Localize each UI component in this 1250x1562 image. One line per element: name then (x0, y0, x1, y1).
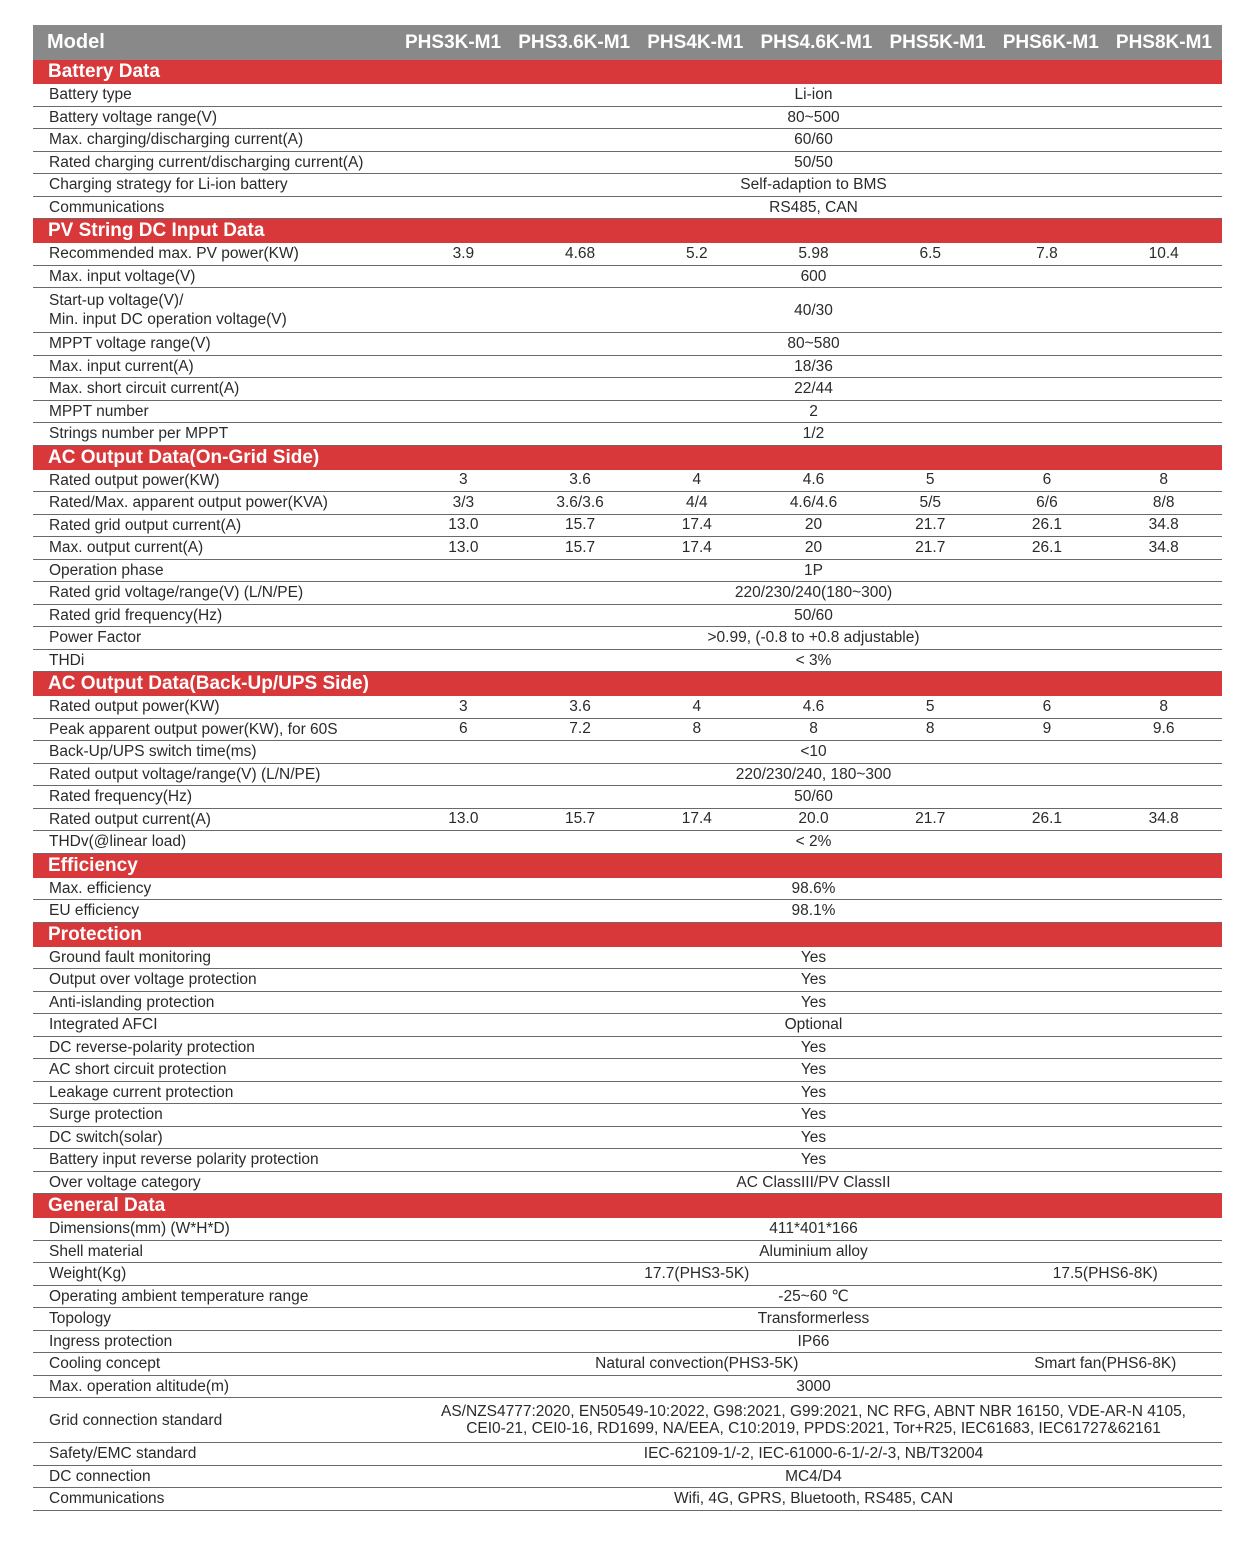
spec-value-cell: 34.8 (1148, 538, 1179, 556)
spec-value-cell: 3/3 (452, 493, 475, 511)
spec-row (33, 515, 1222, 538)
spec-label: Charging strategy for Li-ion battery (49, 176, 288, 194)
spec-label: Rated/Max. apparent output power(KVA) (49, 494, 328, 512)
spec-row (33, 174, 1222, 197)
spec-row (33, 1172, 1222, 1195)
spec-label: DC connection (49, 1467, 151, 1485)
spec-sections (33, 60, 1222, 1511)
spec-value-cell: 15.7 (564, 538, 596, 556)
spec-label: Shell material (49, 1242, 143, 1260)
spec-value: Self-adaption to BMS (740, 176, 887, 194)
model-header-row (33, 25, 1222, 60)
spec-row (33, 878, 1222, 901)
section-heading: Protection (33, 923, 1222, 947)
spec-row (33, 1488, 1222, 1511)
spec-value-cell: 26.1 (1031, 810, 1063, 828)
spec-value: Yes (800, 1151, 827, 1169)
spec-value-cell: 26.1 (1031, 516, 1063, 534)
spec-row (33, 152, 1222, 175)
spec-label: Max. short circuit current(A) (49, 380, 240, 398)
spec-value: 80~500 (787, 108, 840, 126)
spec-row (33, 537, 1222, 560)
spec-row (33, 764, 1222, 787)
spec-row (33, 1127, 1222, 1150)
spec-label: Over voltage category (49, 1173, 201, 1191)
spec-label: Weight(Kg) (49, 1265, 127, 1283)
spec-row (33, 1286, 1222, 1309)
spec-row (33, 1466, 1222, 1489)
spec-value-cell: 7.8 (1036, 244, 1058, 262)
spec-label: Back-Up/UPS switch time(ms) (49, 743, 257, 761)
spec-value-cell: 9 (1042, 720, 1052, 738)
spec-value: Yes (800, 1128, 827, 1146)
spec-value-cell: 17.4 (681, 810, 712, 828)
spec-row (33, 900, 1222, 923)
spec-row (33, 650, 1222, 673)
spec-value: 22/44 (794, 380, 833, 398)
spec-label: Cooling concept (49, 1355, 161, 1373)
model-name: PHS6K-M1 (1002, 31, 1099, 53)
spec-value: 50/60 (794, 606, 833, 624)
spec-row (33, 582, 1222, 605)
spec-row (33, 1398, 1222, 1443)
spec-row (33, 627, 1222, 650)
spec-value: 80~580 (787, 335, 840, 353)
spec-value: 50/50 (794, 153, 833, 171)
spec-value-cell: 17.5(PHS6-8K) (1052, 1264, 1158, 1282)
spec-label: MPPT number (49, 402, 149, 420)
spec-label: Battery type (49, 86, 132, 104)
spec-value-cell: 3.6 (569, 471, 591, 489)
spec-row (33, 969, 1222, 992)
spec-value-cell: 6 (459, 720, 468, 738)
spec-value: Yes (800, 1083, 827, 1101)
model-name: PHS8K-M1 (1115, 31, 1212, 53)
spec-label: Max. output current(A) (49, 539, 204, 557)
spec-row (33, 423, 1222, 446)
spec-label: Rated grid voltage/range(V) (L/N/PE) (49, 584, 304, 602)
spec-label: Strings number per MPPT (49, 425, 229, 443)
spec-label: Power Factor (49, 629, 142, 647)
spec-value: 1/2 (802, 425, 825, 443)
spec-value: Yes (800, 1061, 827, 1079)
spec-value: 60/60 (794, 131, 833, 149)
spec-row (33, 492, 1222, 515)
spec-value: 98.6% (791, 879, 836, 897)
spec-row (33, 741, 1222, 764)
spec-value-cell: 17.4 (681, 538, 712, 556)
spec-row (33, 1037, 1222, 1060)
spec-value-cell: 8 (692, 720, 702, 738)
spec-value-cell: 10.4 (1148, 244, 1179, 262)
spec-value-cell: 6.5 (919, 244, 942, 262)
spec-value-cell: 15.7 (564, 516, 596, 534)
spec-value-cell: 5.2 (686, 244, 708, 262)
spec-value-cell: 13.0 (448, 810, 479, 828)
spec-row (33, 243, 1222, 266)
spec-value-cell: 7.2 (569, 720, 591, 738)
spec-value: Transformerless (757, 1310, 870, 1328)
model-name: PHS3.6K-M1 (518, 31, 631, 53)
spec-value: AS/NZS4777:2020, EN50549-10:2022, G98:2021, G99:2021, NC RFG, ABNT NBR 16150, VDE-AR-N 4105, CEI0-21, CEI0-16, RD1699, NA/EEA, C10:2019, PPDS:2021, Tor+R25, IEC61683, IEC61727&62161 (441, 1403, 1186, 1437)
spec-value-cell: 5 (925, 471, 935, 489)
spec-label: Communications (49, 198, 165, 216)
spec-row (33, 605, 1222, 628)
spec-label: Rated output current(A) (49, 810, 211, 828)
spec-label: Rated frequency(Hz) (49, 788, 193, 806)
spec-label: Grid connection standard (49, 1411, 223, 1429)
spec-label: Start-up voltage(V)/ Min. input DC operation voltage(V) (49, 292, 287, 328)
spec-label: Rated output power(KW) (49, 471, 220, 489)
spec-value-cell: 15.7 (564, 810, 596, 828)
spec-row (33, 1308, 1222, 1331)
spec-row (33, 1241, 1222, 1264)
spec-row (33, 107, 1222, 130)
spec-row (33, 719, 1222, 742)
section-heading: AC Output Data(Back-Up/UPS Side) (33, 672, 1222, 696)
spec-value-cell: 4.6 (802, 471, 825, 489)
model-name: PHS4K-M1 (647, 31, 744, 53)
spec-row (33, 197, 1222, 220)
spec-value-cell: 9.6 (1152, 720, 1175, 738)
spec-row (33, 1443, 1222, 1466)
spec-label: Battery input reverse polarity protection (49, 1151, 319, 1169)
spec-value-cell: 8 (925, 720, 935, 738)
spec-value-cell: 6 (1042, 697, 1052, 715)
spec-value: >0.99, (-0.8 to +0.8 adjustable) (707, 629, 920, 647)
spec-value: 18/36 (794, 357, 833, 375)
spec-label: Communications (49, 1490, 165, 1508)
spec-label: AC short circuit protection (49, 1061, 227, 1079)
spec-label: Rated output voltage/range(V) (L/N/PE) (49, 765, 321, 783)
spec-value: < 2% (795, 833, 832, 851)
spec-row (33, 992, 1222, 1015)
spec-row (33, 401, 1222, 424)
spec-row (33, 696, 1222, 719)
spec-value-cell: 3.9 (452, 244, 475, 262)
model-name: PHS5K-M1 (889, 31, 986, 53)
spec-value-cell: 4 (692, 471, 702, 489)
spec-row (33, 1353, 1222, 1376)
spec-row (33, 356, 1222, 379)
spec-label: Safety/EMC standard (49, 1445, 197, 1463)
spec-value: 1P (804, 561, 823, 579)
spec-row (33, 1263, 1222, 1286)
spec-label: Integrated AFCI (49, 1016, 158, 1034)
spec-value-cell: 4.68 (564, 244, 596, 262)
spec-value-cell: 5/5 (919, 493, 942, 511)
spec-value: RS485, CAN (769, 198, 858, 216)
spec-value-cell: 5.98 (798, 244, 829, 262)
spec-value: Yes (800, 948, 827, 966)
spec-row (33, 947, 1222, 970)
spec-value-cell: 8 (1159, 697, 1168, 715)
model-header-label: Model (47, 31, 105, 53)
spec-label: Rated grid output current(A) (49, 516, 242, 534)
spec-value: 3000 (796, 1377, 831, 1395)
spec-label: Operation phase (49, 561, 164, 579)
spec-value: MC4/D4 (785, 1467, 842, 1485)
spec-row (33, 1376, 1222, 1399)
spec-value-cell: 4/4 (686, 493, 708, 511)
spec-label: Max. charging/discharging current(A) (49, 131, 304, 149)
spec-value-cell: 6/6 (1036, 493, 1058, 511)
spec-value-cell: 34.8 (1148, 516, 1179, 534)
spec-label: Topology (49, 1310, 112, 1328)
spec-value: 220/230/240(180~300) (734, 584, 893, 602)
spec-label: Rated grid frequency(Hz) (49, 606, 223, 624)
spec-value: AC ClassIII/PV ClassII (736, 1173, 891, 1191)
spec-value-cell: 20 (804, 516, 823, 534)
spec-value: 2 (809, 402, 818, 420)
spec-label: DC switch(solar) (49, 1128, 163, 1146)
spec-label: Rated output power(KW) (49, 698, 220, 716)
spec-label: Recommended max. PV power(KW) (49, 245, 299, 263)
spec-label: EU efficiency (49, 902, 140, 920)
spec-row (33, 129, 1222, 152)
spec-value-cell: 34.8 (1148, 810, 1179, 828)
spec-value-cell: 3.6 (569, 697, 591, 715)
spec-row (33, 288, 1222, 333)
section-heading: PV String DC Input Data (33, 219, 1222, 243)
spec-label: Operating ambient temperature range (49, 1287, 309, 1305)
spec-value: 411*401*166 (769, 1220, 858, 1238)
model-name: PHS4.6K-M1 (760, 31, 873, 53)
spec-value-cell: 21.7 (915, 810, 946, 828)
spec-row (33, 84, 1222, 107)
section-heading: Battery Data (33, 60, 1222, 84)
spec-value: Aluminium alloy (759, 1242, 868, 1260)
spec-label: Rated charging current/discharging current(A) (49, 153, 364, 171)
spec-label: Max. operation altitude(m) (49, 1377, 230, 1395)
spec-row (33, 1104, 1222, 1127)
spec-value-cell: 8 (809, 720, 818, 738)
spec-label: Anti-islanding protection (49, 993, 215, 1011)
spec-value-cell: 3 (459, 697, 468, 715)
spec-value-cell: Natural convection(PHS3-5K) (595, 1354, 799, 1372)
spec-value: IEC-62109-1/-2, IEC-61000-6-1/-2/-3, NB/T32004 (643, 1445, 984, 1463)
section-heading: General Data (33, 1194, 1222, 1218)
spec-value-cell: 3.6/3.6 (556, 493, 604, 511)
spec-row (33, 470, 1222, 493)
spec-value: Wifi, 4G, GPRS, Bluetooth, RS485, CAN (673, 1490, 954, 1508)
spec-value-cell: 8/8 (1152, 493, 1175, 511)
spec-value-cell: 8 (1159, 471, 1168, 489)
spec-value-cell: 4.6/4.6 (789, 493, 838, 511)
spec-value: 98.1% (791, 902, 836, 920)
spec-row (33, 333, 1222, 356)
spec-label: Max. input voltage(V) (49, 267, 196, 285)
spec-row (33, 1218, 1222, 1241)
spec-row (33, 378, 1222, 401)
spec-value: Yes (800, 1038, 827, 1056)
spec-value: 40/30 (794, 301, 833, 319)
spec-value-cell: 6 (1042, 471, 1052, 489)
spec-value-cell: 5 (925, 697, 935, 715)
spec-label: Battery voltage range(V) (49, 108, 218, 126)
spec-label: Output over voltage protection (49, 971, 257, 989)
spec-label: MPPT voltage range(V) (49, 335, 211, 353)
spec-value: < 3% (795, 651, 832, 669)
spec-value: 220/230/240, 180~300 (735, 765, 892, 783)
spec-value-cell: 17.4 (681, 516, 712, 534)
spec-row (33, 560, 1222, 583)
spec-value-cell: 4.6 (802, 697, 825, 715)
spec-row (33, 786, 1222, 809)
model-name: PHS3K-M1 (405, 31, 502, 53)
spec-value-cell: 20 (804, 538, 823, 556)
model-names (405, 32, 1222, 54)
spec-value: Optional (784, 1016, 843, 1034)
spec-label: THDi (49, 651, 85, 669)
spec-row (33, 266, 1222, 289)
spec-value: 50/60 (794, 788, 833, 806)
spec-value: -25~60 ℃ (778, 1287, 849, 1305)
section-heading: AC Output Data(On-Grid Side) (33, 446, 1222, 470)
spec-row (33, 809, 1222, 832)
spec-label: Ground fault monitoring (49, 948, 211, 966)
spec-value: Yes (800, 993, 827, 1011)
spec-value: IP66 (797, 1332, 830, 1350)
spec-sheet (33, 25, 1222, 1511)
spec-value-cell: 13.0 (448, 538, 479, 556)
spec-value: <10 (800, 743, 827, 761)
spec-label: Max. efficiency (49, 879, 152, 897)
spec-value: 600 (800, 267, 827, 285)
spec-value-cell: 3 (459, 471, 468, 489)
spec-value-cell: 21.7 (915, 516, 946, 534)
spec-row (33, 831, 1222, 854)
spec-value-cell: 4 (692, 697, 702, 715)
spec-row (33, 1082, 1222, 1105)
spec-row (33, 1014, 1222, 1037)
spec-value-cell: Smart fan(PHS6-8K) (1034, 1354, 1177, 1372)
spec-label: Dimensions(mm) (W*H*D) (49, 1220, 230, 1238)
spec-value-cell: 21.7 (915, 538, 946, 556)
spec-value-cell: 17.7(PHS3-5K) (644, 1264, 750, 1282)
spec-value-cell: 13.0 (448, 516, 479, 534)
spec-value-cell: 26.1 (1031, 538, 1063, 556)
spec-row (33, 1331, 1222, 1354)
spec-label: Peak apparent output power(KW), for 60S (49, 720, 338, 738)
spec-label: DC reverse-polarity protection (49, 1038, 255, 1056)
spec-value: Yes (800, 971, 827, 989)
spec-label: Ingress protection (49, 1332, 173, 1350)
spec-label: Surge protection (49, 1106, 163, 1124)
spec-label: Max. input current(A) (49, 357, 194, 375)
spec-value: Li-ion (794, 86, 833, 104)
spec-label: Leakage current protection (49, 1083, 234, 1101)
spec-row (33, 1149, 1222, 1172)
spec-value-cell: 20.0 (798, 810, 829, 828)
spec-label: THDv(@linear load) (49, 833, 187, 851)
section-heading: Efficiency (33, 854, 1222, 878)
spec-row (33, 1059, 1222, 1082)
spec-value: Yes (800, 1106, 827, 1124)
